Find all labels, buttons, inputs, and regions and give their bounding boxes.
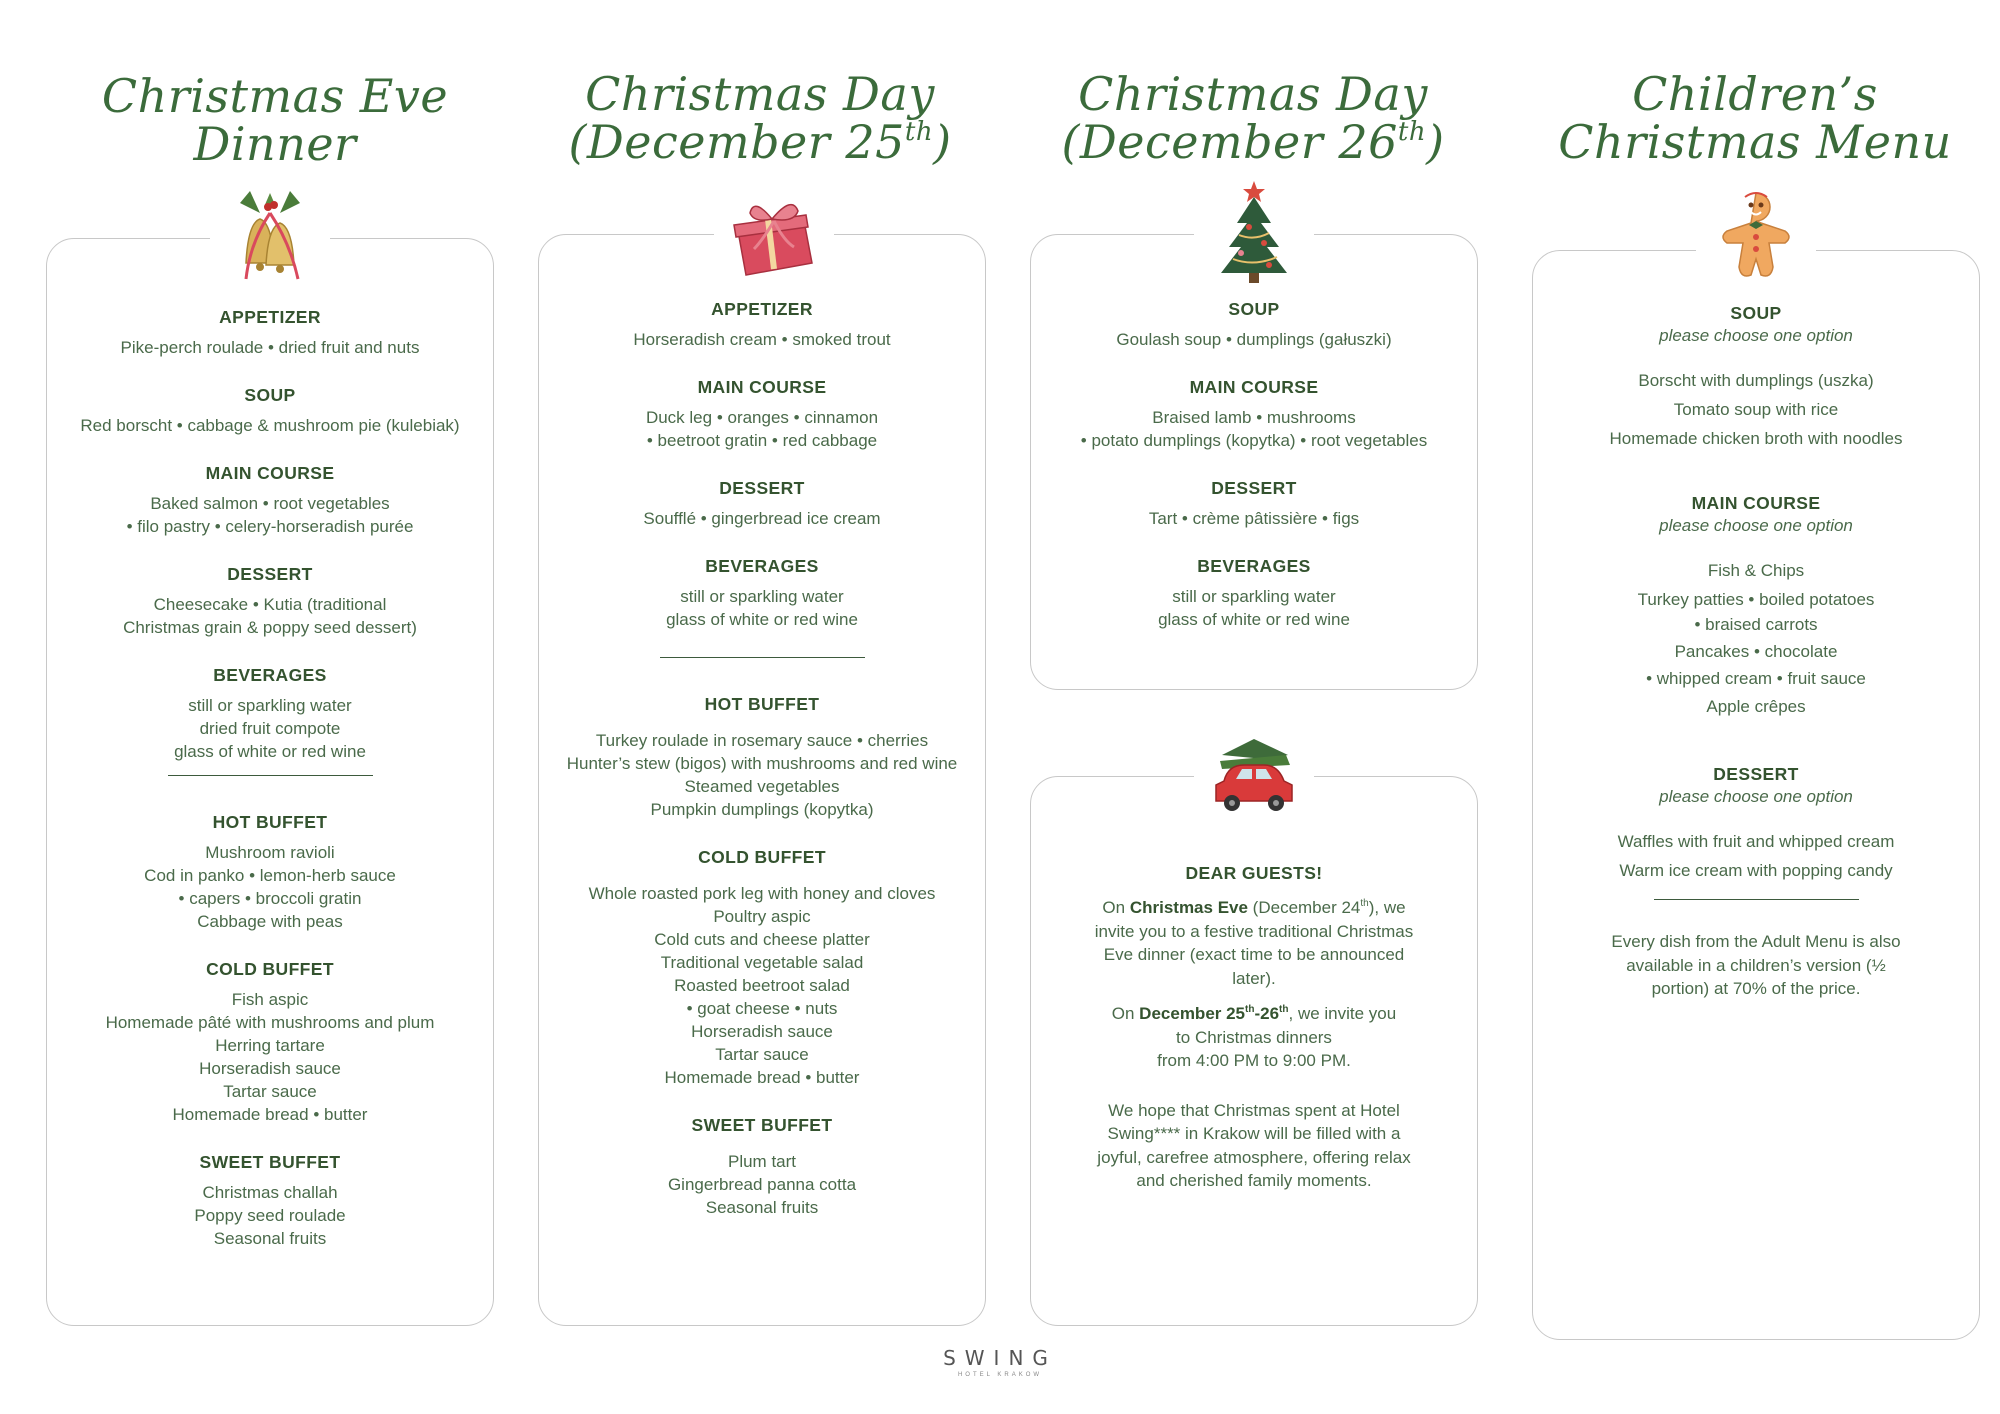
section-note: please choose one option: [1659, 516, 1853, 535]
menu-line: Red borscht • cabbage & mushroom pie (kulebiak): [80, 416, 460, 435]
menu-line: Cold cuts and cheese platter: [654, 930, 870, 949]
menu-line: Seasonal fruits: [705, 1198, 819, 1217]
kids-note: Every dish from the Adult Menu is also available in a children’s version (½ portion) at 70% of the price.: [1611, 932, 1901, 998]
section-note: please choose one option: [1659, 787, 1853, 806]
menu-line: Seasonal fruits: [213, 1229, 327, 1248]
brand-sub: HOTEL KRAKOW: [957, 1372, 1043, 1378]
day25-card: [538, 234, 986, 1326]
menu-line: Tartar sauce: [223, 1082, 317, 1101]
section-heading: BEVERAGES: [705, 556, 819, 576]
eve-card: [46, 238, 494, 1326]
menu-line: Soufflé • gingerbread ice cream: [643, 509, 881, 528]
menu-line: Turkey roulade in rosemary sauce • cherries: [595, 731, 929, 750]
menu-line: Pancakes • chocolate: [1674, 642, 1838, 661]
gift-icon: [714, 191, 834, 291]
menu-line: Cod in panko • lemon-herb sauce: [144, 866, 396, 885]
guests-card: [1030, 776, 1478, 1326]
section-heading: SWEET BUFFET: [691, 1115, 833, 1135]
section-heading: DESSERT: [719, 478, 805, 498]
section-heading: DESSERT: [1713, 764, 1799, 784]
section-heading: DESSERT: [1211, 478, 1297, 498]
day25-menu: [539, 299, 985, 1245]
section-heading: SOUP: [244, 385, 296, 405]
menu-line: • whipped cream • fruit sauce: [1646, 669, 1866, 688]
menu-line: Steamed vegetables: [684, 777, 840, 796]
menu-line: Braised lamb • mushrooms: [1152, 408, 1356, 427]
section-heading: APPETIZER: [219, 307, 321, 327]
kids-title: Children’s Christmas Menu: [1558, 67, 1952, 169]
hotel-logo: [940, 1346, 1060, 1378]
menu-line: Duck leg • oranges • cinnamon: [645, 408, 879, 427]
menu-line: Tart • crème pâtissière • figs: [1148, 509, 1360, 528]
christmas-tree-icon: [1194, 177, 1314, 287]
menu-line: • beetroot gratin • red cabbage: [646, 431, 878, 450]
menu-line: Cheesecake • Kutia (traditional: [153, 595, 387, 614]
menu-line: Horseradish sauce: [199, 1059, 341, 1078]
menu-line: Homemade pâté with mushrooms and plum: [105, 1013, 435, 1032]
menu-line: Baked salmon • root vegetables: [150, 494, 390, 513]
menu-line: Hunter’s stew (bigos) with mushrooms and red wine: [566, 754, 958, 773]
menu-line: glass of white or red wine: [174, 742, 366, 761]
menu-line: Homemade bread • butter: [664, 1068, 860, 1087]
menu-line: glass of white or red wine: [1158, 610, 1350, 629]
menu-line: • filo pastry • celery-horseradish purée: [126, 517, 414, 536]
guests-heading: DEAR GUESTS!: [1185, 863, 1323, 883]
menu-line: Homemade chicken broth with noodles: [1609, 429, 1903, 448]
car-with-tree-icon: [1194, 735, 1314, 825]
menu-line: Tomato soup with rice: [1673, 400, 1839, 419]
divider: [660, 657, 865, 658]
divider: [168, 775, 373, 776]
bells-icon: [210, 183, 330, 283]
menu-line: Roasted beetroot salad: [674, 976, 850, 995]
menu-line: dried fruit compote: [199, 719, 341, 738]
menu-line: Christmas challah: [202, 1183, 338, 1202]
section-note: please choose one option: [1659, 326, 1853, 345]
dinner-invite-text: On December 25th-26th, we invite you to Christmas dinners from 4:00 PM to 9:00 PM.: [1111, 1004, 1397, 1070]
section-heading: HOT BUFFET: [212, 812, 328, 832]
menu-line: • goat cheese • nuts: [686, 999, 838, 1018]
day26-menu: [1031, 299, 1477, 657]
menu-line: Fish & Chips: [1707, 561, 1805, 580]
menu-line: still or sparkling water: [680, 587, 844, 606]
day25-title: Christmas Day (December 25th): [568, 67, 952, 169]
menu-line: Christmas grain & poppy seed dessert): [123, 618, 417, 637]
menu-line: still or sparkling water: [1172, 587, 1336, 606]
section-heading: SWEET BUFFET: [199, 1152, 341, 1172]
menu-line: glass of white or red wine: [666, 610, 858, 629]
menu-line: Traditional vegetable salad: [660, 953, 864, 972]
menu-line: Homemade bread • butter: [172, 1105, 368, 1124]
section-heading: COLD BUFFET: [698, 847, 826, 867]
section-heading: DESSERT: [227, 564, 313, 584]
menu-line: Gingerbread panna cotta: [667, 1175, 857, 1194]
guests-message: [1031, 863, 1477, 1205]
menu-line: Apple crêpes: [1706, 697, 1806, 716]
divider: [1654, 899, 1859, 900]
section-heading: MAIN COURSE: [1189, 377, 1319, 397]
section-heading: MAIN COURSE: [1691, 493, 1821, 513]
section-heading: HOT BUFFET: [704, 694, 820, 714]
menu-line: Pumpkin dumplings (kopytka): [650, 800, 874, 819]
section-heading: MAIN COURSE: [697, 377, 827, 397]
menu-line: • braised carrots: [1694, 615, 1818, 634]
menu-line: Fish aspic: [231, 990, 309, 1009]
eve-title: Christmas Eve Dinner: [101, 69, 449, 171]
section-heading: BEVERAGES: [213, 665, 327, 685]
menu-line: • capers • broccoli gratin: [178, 889, 362, 908]
menu-line: Mushroom ravioli: [205, 843, 335, 862]
menu-line: Waffles with fruit and whipped cream: [1617, 832, 1895, 851]
menu-line: Horseradish cream • smoked trout: [633, 330, 891, 349]
menu-line: Goulash soup • dumplings (gałuszki): [1116, 330, 1392, 349]
kids-card: [1532, 250, 1980, 1340]
menu-line: Cabbage with peas: [197, 912, 343, 931]
brand-name: SWING: [943, 1346, 1057, 1370]
day26-title: Christmas Day (December 26th): [1061, 67, 1445, 169]
menu-line: Turkey patties • boiled potatoes: [1637, 590, 1875, 609]
day26-card: [1030, 234, 1478, 690]
menu-line: Poppy seed roulade: [194, 1206, 346, 1225]
menu-line: Plum tart: [727, 1152, 797, 1171]
menu-line: Warm ice cream with popping candy: [1619, 861, 1893, 880]
eve-menu: [47, 307, 493, 1276]
section-heading: BEVERAGES: [1197, 556, 1311, 576]
menu-line: Herring tartare: [215, 1036, 325, 1055]
closing-text: We hope that Christmas spent at Hotel Swing**** in Krakow will be filled with a joyful, carefree atmosphere, offering relax and cherished family moments.: [1097, 1100, 1411, 1190]
kids-menu: [1533, 303, 1979, 1013]
menu-line: Pike-perch roulade • dried fruit and nuts: [120, 338, 420, 357]
menu-line: Horseradish sauce: [691, 1022, 833, 1041]
menu-line: still or sparkling water: [188, 696, 352, 715]
section-heading: COLD BUFFET: [206, 959, 334, 979]
gingerbread-man-icon: [1696, 187, 1816, 287]
menu-line: Whole roasted pork leg with honey and cloves: [588, 884, 936, 903]
section-heading: MAIN COURSE: [205, 463, 335, 483]
menu-line: • potato dumplings (kopytka) • root vegetables: [1080, 431, 1428, 450]
section-heading: APPETIZER: [711, 299, 813, 319]
menu-line: Tartar sauce: [715, 1045, 809, 1064]
menu-line: Borscht with dumplings (uszka): [1638, 371, 1874, 390]
section-heading: SOUP: [1730, 303, 1782, 323]
section-heading: SOUP: [1228, 299, 1280, 319]
eve-invite-text: On Christmas Eve (December 24th), we invite you to a festive traditional Christmas Eve dinner (exact time to be announced later).: [1094, 898, 1414, 988]
menu-line: Poultry aspic: [713, 907, 811, 926]
